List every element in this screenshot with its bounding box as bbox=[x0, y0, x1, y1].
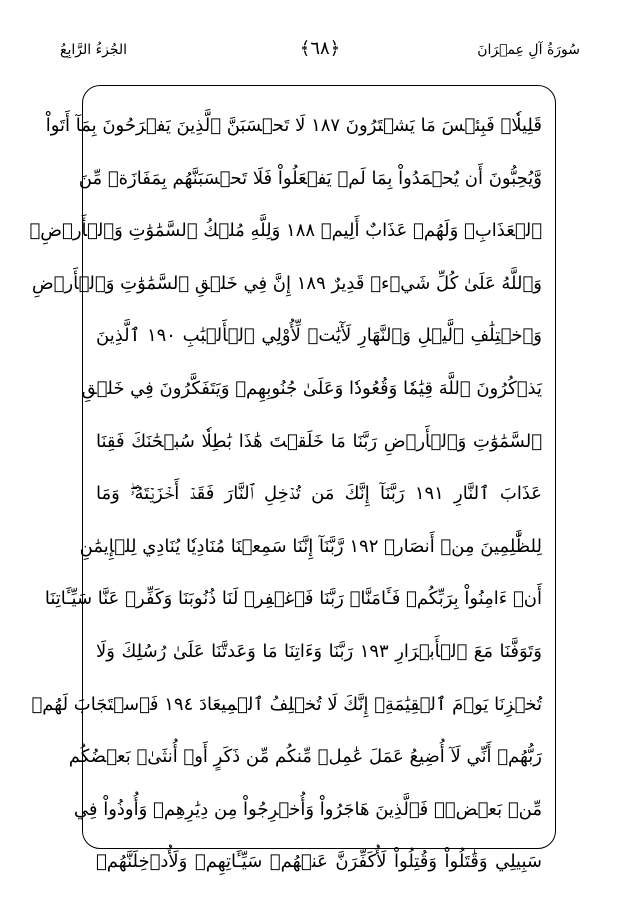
juz-name: الجُزءُ الرَّابِعُ bbox=[60, 42, 128, 58]
text-line-6: يَذۡكُرُونَ ٱللَّهَ قِيَٰمٗا وَقُعُودٗا وَعَلَىٰ جُنُوبِهِمۡ وَيَتَفَكَّرُونَ فِي خَلۡقِ bbox=[81, 377, 542, 399]
quran-text-body bbox=[29, 100, 543, 889]
text-line-3: ٱلۡعَذَابِۖ وَلَهُمۡ عَذَابٌ أَلِيمٞ ١٨٨ وَلِلَّهِ مُلۡكُ ٱلسَّمَٰوَٰتِ وَٱلۡأَرۡضِۗ bbox=[29, 220, 542, 242]
page-header bbox=[60, 36, 580, 72]
text-line-2: وَّيُحِبُّونَ أَن يُحۡمَدُواْ بِمَا لَمۡ يَفۡعَلُواْ فَلَا تَحۡسَبَنَّهُم بِمَفَازَةٖ مِّنَ bbox=[78, 167, 542, 189]
text-line-5: وَٱخۡتِلَٰفِ ٱلَّيۡلِ وَٱلنَّهَارِ لَأٓيَٰتٖ لِّأُوْلِي ٱلۡأَلۡبَٰبِ ١٩٠ ٱلَّذِينَ bbox=[96, 325, 542, 347]
text-line-8: عَذَابَ ٱلنَّارِ ١٩١ رَبَّنَآ إِنَّكَ مَن تُدۡخِلِ ٱلنَّارَ فَقَدۡ أَخۡزَيۡتَهُۥۖ وَمَا bbox=[96, 483, 543, 505]
page-number: ﴿٦٨﴾ bbox=[299, 38, 341, 59]
text-line-4: وَٱللَّهُ عَلَىٰ كُلِّ شَيۡءٖ قَدِيرٌ ١٨٩ إِنَّ فِي خَلۡقِ ٱلسَّمَٰوَٰتِ وَٱلۡأَرۡضِ bbox=[31, 272, 542, 294]
text-line-10: أَنۡ ءَامِنُواْ بِرَبِّكُمۡ فَـَٔامَنَّاۚ رَبَّنَا فَٱغۡفِرۡ لَنَا ذُنُوبَنَا وَكَفِّرۡ عَنَّا سَيِّـَٔاتِنَا bbox=[44, 588, 542, 610]
text-line-15: سَبِيلِي وَقَٰتَلُواْ وَقُتِلُواْ لَأُكَفِّرَنَّ عَنۡهُمۡ سَيِّـَٔاتِهِمۡ وَلَأُدۡخِلَنَّهُمۡ bbox=[96, 851, 542, 873]
text-line-14: مِّنۢ بَعۡضٖۖ فَٱلَّذِينَ هَاجَرُواْ وَأُخۡرِجُواْ مِن دِيَٰرِهِمۡ وَأُوذُواْ فِي bbox=[73, 798, 542, 820]
text-line-13: رَبُّهُمۡ أَنِّي لَآ أُضِيعُ عَمَلَ عَٰمِلٖ مِّنكُم مِّن ذَكَرٍ أَوۡ أُنثَىٰۖ بَعۡضُكُم bbox=[68, 746, 542, 768]
text-line-9: لِلظَّٰلِمِينَ مِنۡ أَنصَارٖ ١٩٢ رَّبَّنَآ إِنَّنَا سَمِعۡنَا مُنَادِيٗا يُنَادِي لِلۡإِيمَٰنِ bbox=[79, 535, 542, 557]
text-line-12: تُخۡزِنَا يَوۡمَ ٱلۡقِيَٰمَةِۖ إِنَّكَ لَا تُخۡلِفُ ٱلۡمِيعَادَ ١٩٤ فَٱسۡتَجَابَ لَهُمۡ bbox=[31, 693, 542, 715]
text-line-11: وَتَوَفَّنَا مَعَ ٱلۡأَبۡرَارِ ١٩٣ رَبَّنَا وَءَاتِنَا مَا وَعَدتَّنَا عَلَىٰ رُسُلِكَ وَلَا bbox=[96, 640, 542, 662]
text-line-1: قَلِيلٗاۖ فَبِئۡسَ مَا يَشۡتَرُونَ ١٨٧ لَا تَحۡسَبَنَّ ٱلَّذِينَ يَفۡرَحُونَ بِمَآ أَتَواْ bbox=[45, 115, 542, 136]
surah-name: سُورَةُ آلِ عِمۡرَانَ bbox=[477, 42, 580, 58]
text-line-7: ٱلسَّمَٰوَٰتِ وَٱلۡأَرۡضِ رَبَّنَا مَا خَلَقۡتَ هَٰذَا بَٰطِلٗا سُبۡحَٰنَكَ فَقِنَا bbox=[96, 430, 542, 452]
